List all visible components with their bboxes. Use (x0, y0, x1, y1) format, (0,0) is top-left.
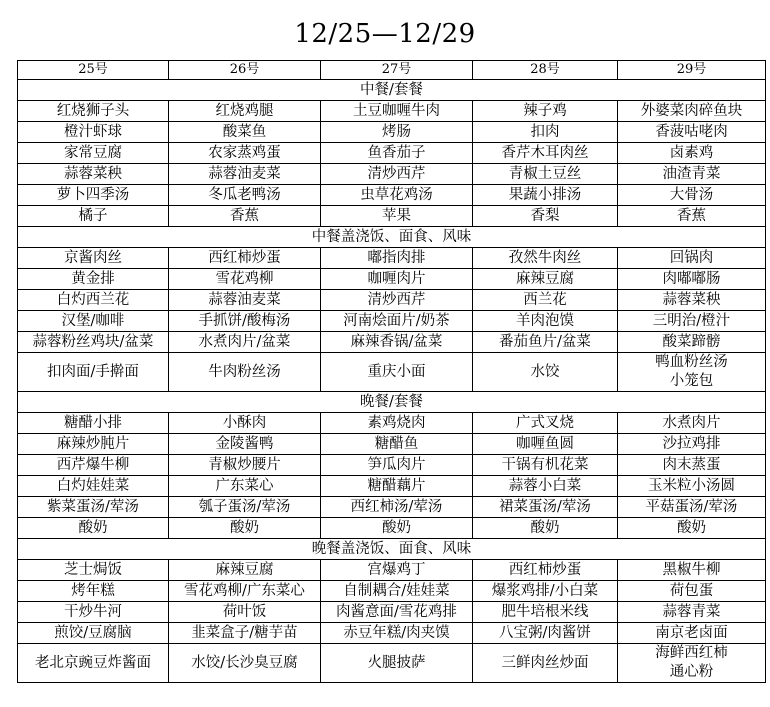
dish-cell (473, 455, 618, 476)
dish-name: 红烧狮子头 (56, 103, 130, 119)
dish-name: 清炒西芹 (367, 292, 426, 308)
dish-cell (169, 332, 321, 353)
dish-name: 广东菜心 (215, 478, 274, 494)
dish-cell (321, 143, 473, 164)
dish-name: 素鸡烧肉 (367, 415, 426, 431)
dish-row (18, 623, 766, 644)
dish-cell (618, 164, 766, 185)
dish-cell (618, 269, 766, 290)
dish-cell (321, 434, 473, 455)
dish-name: 番茄鱼片/盆菜 (499, 334, 591, 350)
dish-name: 土豆咖喱牛肉 (353, 103, 440, 119)
dish-cell (618, 497, 766, 518)
dish-name: 海鲜西红柿 通心粉 (655, 645, 728, 680)
dish-name: 肥牛培根米线 (501, 604, 589, 620)
dish-name: 虫草花鸡汤 (360, 187, 433, 203)
dish-row (18, 476, 766, 497)
menu-table-body (18, 61, 766, 683)
dish-name: 沙拉鸡排 (662, 436, 721, 452)
dish-name: 蒜蓉油麦菜 (208, 166, 281, 182)
page-title: 12/25—12/29 (294, 19, 476, 49)
dish-cell (169, 623, 321, 644)
dish-cell (169, 353, 321, 392)
dish-name: 黄金排 (71, 271, 115, 287)
dish-name: 嘟指肉排 (367, 250, 426, 266)
dish-name: 咖喱肉片 (367, 271, 426, 287)
day-header: 25号 (18, 61, 169, 80)
dish-name: 糖醋藕片 (367, 478, 426, 494)
dish-cell (169, 560, 321, 581)
dish-cell (169, 164, 321, 185)
dish-cell (473, 623, 618, 644)
dish-name: 芝士焗饭 (64, 562, 122, 578)
dish-name: 辣子鸡 (523, 103, 567, 119)
dish-cell (473, 497, 618, 518)
dish-cell (321, 332, 473, 353)
dish-name: 鸭血粉丝汤 小笼包 (655, 354, 728, 389)
dish-name: 自制耦合/娃娃菜 (343, 583, 450, 599)
dish-cell (18, 497, 169, 518)
dish-cell (321, 185, 473, 206)
dish-cell (18, 248, 169, 269)
dish-cell (321, 353, 473, 392)
dish-name: 糖醋小排 (64, 415, 122, 431)
dish-name: 农家蒸鸡蛋 (208, 145, 281, 161)
dish-name: 笋瓜肉片 (367, 457, 426, 473)
dish-cell (169, 455, 321, 476)
dish-row (18, 518, 766, 539)
dish-cell (321, 311, 473, 332)
dish-row (18, 560, 766, 581)
dish-cell (473, 185, 618, 206)
dish-cell (169, 101, 321, 122)
dish-cell (169, 269, 321, 290)
dish-name: 香菠咕咾肉 (655, 124, 728, 140)
dish-row (18, 581, 766, 602)
dish-name: 小酥肉 (222, 415, 267, 431)
dish-cell (473, 332, 618, 353)
dish-row (18, 644, 766, 683)
dish-cell (618, 413, 766, 434)
dish-cell (321, 623, 473, 644)
dish-cell (18, 413, 169, 434)
dish-cell (18, 290, 169, 311)
section-header-row (18, 539, 766, 560)
dish-name: 酸奶 (78, 520, 108, 536)
dish-cell (618, 602, 766, 623)
dish-cell (321, 269, 473, 290)
dish-name: 荷叶饭 (222, 604, 267, 620)
dish-name: 玉米粒小汤圆 (648, 478, 735, 494)
dish-cell (321, 455, 473, 476)
dish-cell (618, 560, 766, 581)
dish-cell (321, 497, 473, 518)
dish-name: 重庆小面 (367, 364, 426, 380)
section-title: 中餐盖浇饭、面食、风味 (18, 227, 766, 248)
dish-cell (618, 518, 766, 539)
dish-row (18, 434, 766, 455)
dish-cell (473, 122, 618, 143)
dish-row (18, 122, 766, 143)
dish-name: 清炒西芹 (367, 166, 426, 182)
dish-name: 香蕉 (230, 208, 259, 224)
dish-name: 水煮肉片 (662, 415, 721, 431)
dish-cell (321, 644, 473, 683)
dish-name: 干锅有机花菜 (501, 457, 589, 473)
dish-cell (473, 602, 618, 623)
dish-cell (321, 476, 473, 497)
dish-name: 肉末蒸蛋 (662, 457, 721, 473)
dish-name: 广式叉烧 (516, 415, 574, 431)
dish-name: 蒜蓉粉丝鸡块/盆菜 (32, 334, 154, 350)
dish-cell (18, 332, 169, 353)
dish-cell (321, 518, 473, 539)
dish-name: 酸奶 (677, 520, 706, 536)
dish-cell (321, 122, 473, 143)
dish-cell (169, 413, 321, 434)
dish-name: 三鲜肉丝炒面 (501, 655, 589, 671)
dish-name: 蒜蓉青菜 (662, 604, 721, 620)
dish-cell (618, 185, 766, 206)
dish-cell (473, 560, 618, 581)
dish-name: 橙汁虾球 (64, 124, 122, 140)
dish-name: 南京老卤面 (655, 625, 728, 641)
day-header: 28号 (473, 61, 618, 80)
dish-cell (473, 476, 618, 497)
dish-name: 酸菜蹄髈 (662, 334, 721, 350)
dish-cell (169, 476, 321, 497)
section-header-row (18, 80, 766, 101)
dish-name: 孜然牛肉丝 (508, 250, 582, 266)
dish-name: 河南烩面片/奶茶 (343, 313, 450, 329)
dish-name: 萝卜四季汤 (56, 187, 130, 203)
dish-name: 三明治/橙汁 (652, 313, 731, 329)
section-title: 晚餐/套餐 (18, 392, 766, 413)
dish-name: 冬瓜老鸭汤 (208, 187, 281, 203)
dish-name: 大骨汤 (669, 187, 714, 203)
dish-cell (18, 185, 169, 206)
dish-cell (473, 101, 618, 122)
dish-cell (473, 269, 618, 290)
dish-name: 外婆菜肉碎鱼块 (640, 103, 743, 119)
dish-name: 香梨 (530, 208, 560, 224)
dish-name: 西红柿炒蛋 (208, 250, 281, 266)
dish-name: 青椒炒腰片 (208, 457, 281, 473)
dish-cell (18, 434, 169, 455)
dish-cell (473, 353, 618, 392)
dish-cell (18, 518, 169, 539)
dish-name: 火腿披萨 (367, 655, 426, 671)
dish-cell (169, 581, 321, 602)
dish-name: 瓠子蛋汤/荤汤 (198, 499, 291, 515)
dish-cell (618, 476, 766, 497)
dish-name: 爆浆鸡排/小白菜 (491, 583, 599, 599)
dish-cell (18, 311, 169, 332)
dish-name: 赤豆年糕/肉夹馍 (343, 625, 450, 641)
dish-name: 咖喱鱼圆 (516, 436, 574, 452)
dish-name: 平菇蛋汤/荤汤 (645, 499, 738, 515)
dish-name: 香芹木耳肉丝 (501, 145, 589, 161)
dish-cell (18, 269, 169, 290)
dish-name: 西红柿汤/荤汤 (350, 499, 443, 515)
dish-cell (473, 413, 618, 434)
dish-name: 果蔬小排汤 (508, 187, 582, 203)
section-header-row (18, 392, 766, 413)
dish-cell (169, 248, 321, 269)
dish-cell (18, 623, 169, 644)
dish-name: 牛肉粉丝汤 (208, 364, 281, 380)
dish-name: 麻辣豆腐 (516, 271, 574, 287)
dish-name: 羊肉泡馍 (516, 313, 574, 329)
dish-name: 白灼西兰花 (56, 292, 130, 308)
dish-cell (169, 206, 321, 227)
dish-name: 橘子 (78, 208, 108, 224)
dish-name: 麻辣香锅/盆菜 (350, 334, 443, 350)
dish-name: 雪花鸡柳/广东菜心 (184, 583, 305, 599)
dish-name: 烤年糕 (71, 583, 115, 599)
dish-name: 烤肠 (382, 124, 411, 140)
dish-cell (618, 644, 766, 683)
dish-cell (473, 248, 618, 269)
dish-cell (169, 497, 321, 518)
dish-cell (18, 206, 169, 227)
dish-cell (473, 143, 618, 164)
dish-row (18, 497, 766, 518)
dish-name: 手抓饼/酸梅汤 (198, 313, 291, 329)
dish-name: 酸奶 (530, 520, 560, 536)
dish-name: 酸奶 (230, 520, 259, 536)
dish-cell (473, 290, 618, 311)
dish-cell (473, 581, 618, 602)
dish-cell (18, 455, 169, 476)
dish-name: 煎饺/豆腐脑 (54, 625, 132, 641)
dish-cell (618, 101, 766, 122)
dish-name: 鱼香茄子 (367, 145, 426, 161)
dish-row (18, 353, 766, 392)
dish-row (18, 413, 766, 434)
dish-cell (169, 143, 321, 164)
dish-cell (321, 248, 473, 269)
dish-name: 蒜蓉小白菜 (508, 478, 582, 494)
dish-row (18, 290, 766, 311)
dish-cell (618, 143, 766, 164)
section-title: 晚餐盖浇饭、面食、风味 (18, 539, 766, 560)
dish-row (18, 602, 766, 623)
dish-name: 黑椒牛柳 (662, 562, 721, 578)
dish-row (18, 269, 766, 290)
menu-table (17, 60, 766, 683)
dish-cell (18, 164, 169, 185)
dish-cell (473, 206, 618, 227)
dish-cell (473, 644, 618, 683)
dish-name: 西红柿炒蛋 (508, 562, 582, 578)
day-header: 27号 (321, 61, 473, 80)
dish-name: 卤素鸡 (669, 145, 714, 161)
dish-name: 麻辣豆腐 (215, 562, 274, 578)
dish-cell (18, 122, 169, 143)
dish-name: 蒜蓉油麦菜 (208, 292, 281, 308)
dish-cell (169, 518, 321, 539)
dish-name: 水饺 (530, 364, 560, 380)
dish-cell (473, 311, 618, 332)
dish-name: 雪花鸡柳 (215, 271, 274, 287)
dish-name: 韭菜盒子/糖芋苗 (191, 625, 298, 641)
dish-name: 汉堡/咖啡 (61, 313, 125, 329)
dish-cell (618, 434, 766, 455)
dish-cell (618, 206, 766, 227)
dish-name: 裙菜蛋汤/荤汤 (499, 499, 591, 515)
dish-name: 糖醋鱼 (374, 436, 419, 452)
dish-name: 西兰花 (523, 292, 567, 308)
dish-cell (618, 311, 766, 332)
dish-name: 扣肉面/手擀面 (47, 364, 139, 380)
dish-name: 白灼娃娃菜 (56, 478, 130, 494)
dish-name: 麻辣炒肫片 (56, 436, 130, 452)
dish-cell (618, 455, 766, 476)
dish-cell (169, 290, 321, 311)
dish-cell (618, 248, 766, 269)
dish-cell (18, 560, 169, 581)
dish-row (18, 248, 766, 269)
dish-cell (18, 143, 169, 164)
dish-name: 家常豆腐 (64, 145, 122, 161)
dish-cell (18, 581, 169, 602)
section-header-row (18, 227, 766, 248)
dish-name: 扣肉 (530, 124, 560, 140)
day-header: 26号 (169, 61, 321, 80)
section-title: 中餐/套餐 (18, 80, 766, 101)
dish-cell (321, 581, 473, 602)
dish-cell (473, 434, 618, 455)
dish-name: 香蕉 (677, 208, 706, 224)
dish-name: 酸菜鱼 (222, 124, 267, 140)
dish-name: 荷包蛋 (669, 583, 714, 599)
dish-name: 金陵酱鸭 (215, 436, 274, 452)
dish-name: 肉酱意面/雪花鸡排 (336, 604, 457, 620)
dish-name: 老北京豌豆炸酱面 (35, 655, 151, 671)
dish-name: 蒜蓉菜秧 (662, 292, 721, 308)
dish-cell (618, 581, 766, 602)
dish-cell (473, 518, 618, 539)
dish-cell (18, 101, 169, 122)
dish-cell (169, 644, 321, 683)
dish-cell (321, 206, 473, 227)
dish-cell (169, 122, 321, 143)
dish-name: 蒜蓉菜秧 (64, 166, 122, 182)
dish-cell (321, 413, 473, 434)
dish-name: 西芹爆牛柳 (56, 457, 130, 473)
dish-name: 紫菜蛋汤/荤汤 (47, 499, 139, 515)
dish-cell (169, 311, 321, 332)
dish-name: 红烧鸡腿 (215, 103, 274, 119)
dish-name: 八宝粥/肉酱饼 (499, 625, 591, 641)
dish-cell (169, 185, 321, 206)
dish-name: 酸奶 (382, 520, 411, 536)
dish-name: 回锅肉 (669, 250, 714, 266)
dish-name: 宫爆鸡丁 (367, 562, 426, 578)
day-header: 29号 (618, 61, 766, 80)
dish-name: 油渣青菜 (662, 166, 721, 182)
dish-cell (18, 602, 169, 623)
dish-cell (321, 101, 473, 122)
dish-row (18, 332, 766, 353)
dish-cell (618, 122, 766, 143)
dish-cell (321, 560, 473, 581)
dish-row (18, 101, 766, 122)
dish-cell (18, 476, 169, 497)
dish-cell (321, 602, 473, 623)
dish-name: 青椒土豆丝 (508, 166, 582, 182)
dish-row (18, 311, 766, 332)
dish-name: 肉嘟嘟肠 (662, 271, 721, 287)
dish-name: 干炒牛河 (64, 604, 122, 620)
dish-row (18, 143, 766, 164)
dish-name: 水饺/长沙臭豆腐 (191, 655, 298, 671)
dish-name: 京酱肉丝 (64, 250, 122, 266)
dish-name: 苹果 (382, 208, 411, 224)
dish-cell (321, 290, 473, 311)
dish-cell (18, 644, 169, 683)
dish-name: 水煮肉片/盆菜 (198, 334, 291, 350)
dish-cell (18, 353, 169, 392)
dish-row (18, 185, 766, 206)
dish-cell (321, 164, 473, 185)
dish-cell (169, 434, 321, 455)
dish-cell (618, 332, 766, 353)
dish-cell (473, 164, 618, 185)
dish-row (18, 455, 766, 476)
dish-row (18, 164, 766, 185)
day-header-row (18, 61, 766, 80)
dish-cell (618, 623, 766, 644)
dish-cell (169, 602, 321, 623)
dish-cell (618, 353, 766, 392)
dish-cell (618, 290, 766, 311)
dish-row (18, 206, 766, 227)
